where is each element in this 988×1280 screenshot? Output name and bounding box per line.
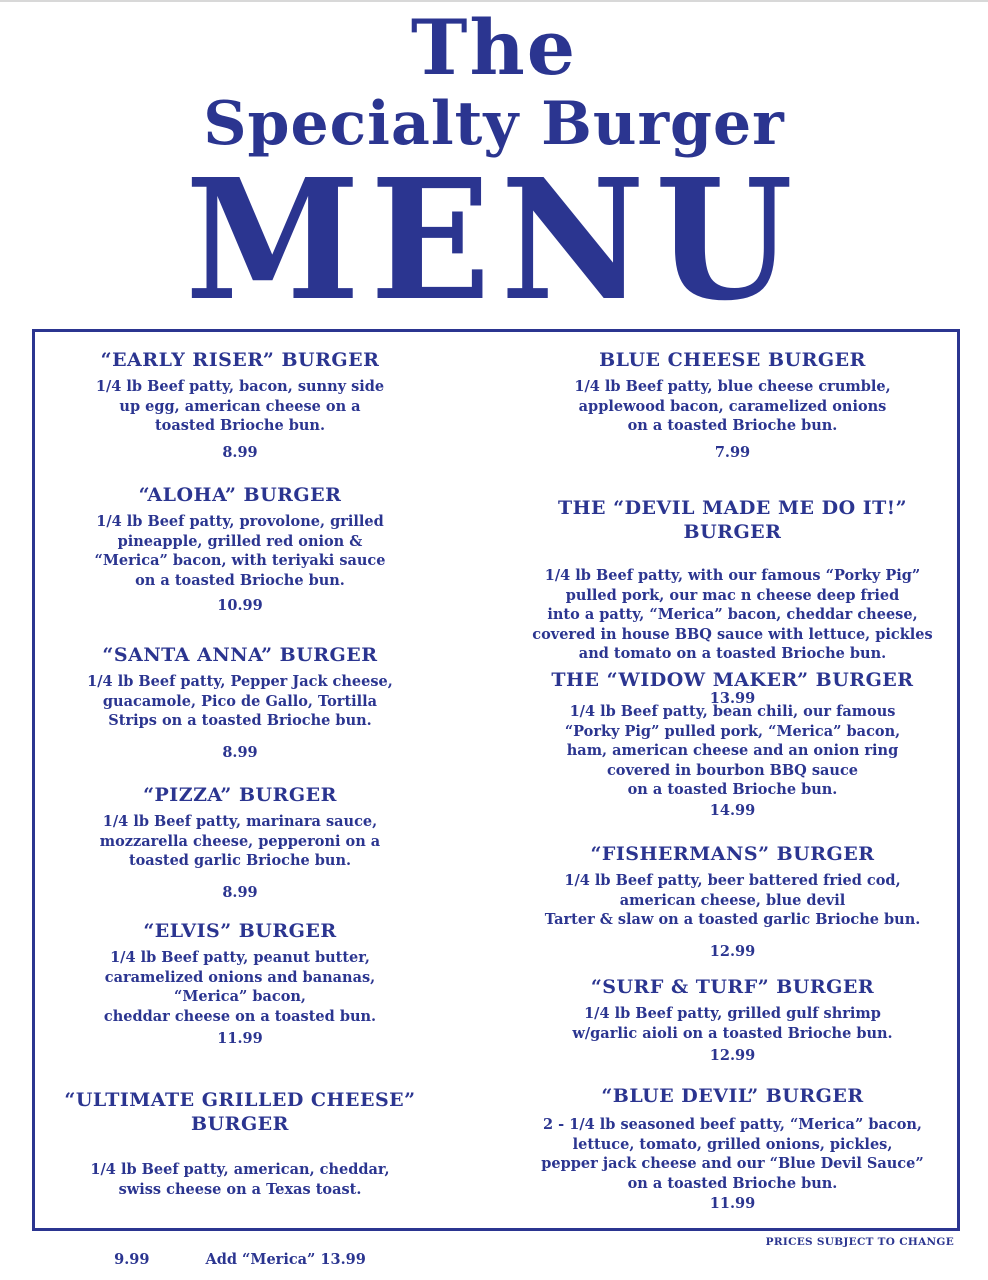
menu-item-early-riser: [40, 348, 440, 463]
item-name: “ALOHA” BURGER: [138, 484, 342, 506]
title-the: The: [410, 3, 578, 92]
item-price: 7.99: [714, 443, 751, 461]
menu-item-santa-anna: [40, 643, 440, 763]
item-description: 1/4 lb Beef patty, provolone, grilled pineapple, grilled red onion & “Merica” bacon, with teriyaki sauce on a toasted Brioche bun.: [94, 513, 386, 589]
menu-item-elvis: [40, 919, 440, 1049]
item-price: 12.99: [709, 1047, 756, 1064]
menu-item-blue-cheese: [500, 348, 965, 463]
item-price: 12.99: [709, 942, 756, 960]
menu-item-surf-and-turf: [500, 975, 965, 1066]
menu-item-ultimate-grilled-cheese: [40, 1069, 440, 1280]
item-price: 8.99: [222, 883, 258, 901]
item-name: “SANTA ANNA” BURGER: [102, 644, 378, 666]
item-description: 2 - 1/4 lb seasoned beef patty, “Merica” bacon, lettuce, tomato, grilled onions, pickles, pepper jack cheese and our “Blue Devil Sauce” on a toasted Brioche bun.: [541, 1116, 924, 1192]
menu-item-aloha: [40, 483, 440, 616]
item-name: THE “DEVIL MADE ME DO IT!” BURGER: [557, 497, 908, 543]
item-price-add-merica: Add “Merica” 13.99: [205, 1251, 366, 1268]
item-description: 1/4 lb Beef patty, grilled gulf shrimp w/garlic aioli on a toasted Brioche bun.: [572, 1005, 893, 1042]
top-divider: [0, 0, 988, 2]
item-price: 8.99: [222, 443, 258, 461]
item-name: “BLUE DEVIL” BURGER: [601, 1085, 864, 1107]
item-name: THE “WIDOW MAKER” BURGER: [551, 669, 914, 691]
item-name: “PIZZA” BURGER: [143, 784, 337, 806]
item-price: 8.99: [222, 743, 258, 761]
item-price: 10.99: [217, 597, 263, 614]
menu-item-fishermans: [500, 842, 965, 962]
item-description: 1/4 lb Beef patty, american, cheddar, swiss cheese on a Texas toast.: [90, 1161, 390, 1198]
item-name: “EARLY RISER” BURGER: [100, 349, 380, 371]
item-price: 11.99: [709, 1195, 756, 1212]
title-menu: MENU: [185, 143, 803, 338]
item-description: 1/4 lb Beef patty, Pepper Jack cheese, guacamole, Pico de Gallo, Tortilla Strips on a toasted Brioche bun.: [87, 673, 393, 729]
item-name: “FISHERMANS” BURGER: [590, 843, 875, 865]
item-name: “ELVIS” BURGER: [143, 920, 337, 942]
item-description: 1/4 lb Beef patty, with our famous “Porky Pig” pulled pork, our mac n cheese deep fried into a patty, “Merica” bacon, cheddar cheese, covered in house BBQ sauce with lettuce, pickles and tomato on a toasted Brioche bun.: [532, 567, 933, 662]
prices-subject-to-change-note: PRICES SUBJECT TO CHANGE: [765, 1236, 954, 1248]
item-price: 13.99: [709, 689, 756, 707]
item-description: 1/4 lb Beef patty, marinara sauce, mozzarella cheese, pepperoni on a toasted garlic Brioche bun.: [99, 813, 381, 869]
item-description: 1/4 lb Beef patty, bacon, sunny side up egg, american cheese on a toasted Brioche bun.: [95, 378, 385, 434]
item-name: “SURF & TURF” BURGER: [590, 976, 875, 998]
item-description: 1/4 lb Beef patty, peanut butter, caramelized onions and bananas, “Merica” bacon, cheddar cheese on a toasted bun.: [103, 949, 377, 1025]
title-specialty-burger: Specialty Burger: [203, 89, 785, 159]
menu-item-widow-maker: [500, 668, 965, 821]
item-price: 9.99: [114, 1251, 150, 1268]
item-description: 1/4 lb Beef patty, bean chili, our famous “Porky Pig” pulled pork, “Merica” bacon, ham, american cheese and an onion ring covered in bourbon BBQ sauce on a toasted Brioche bun.: [564, 703, 901, 798]
item-description: 1/4 lb Beef patty, blue cheese crumble, applewood bacon, caramelized onions on a toasted Brioche bun.: [574, 378, 891, 434]
item-price-row: [40, 1230, 440, 1270]
item-price: 11.99: [217, 1030, 263, 1047]
item-price: 14.99: [709, 801, 756, 819]
item-description: 1/4 lb Beef patty, beer battered fried cod, american cheese, blue devil Tarter & slaw on a toasted garlic Brioche bun.: [544, 872, 921, 928]
item-name: “ULTIMATE GRILLED CHEESE” BURGER: [64, 1089, 416, 1135]
menu-item-blue-devil: [500, 1084, 965, 1214]
item-name: BLUE CHEESE BURGER: [599, 349, 866, 371]
menu-item-pizza: [40, 783, 440, 903]
